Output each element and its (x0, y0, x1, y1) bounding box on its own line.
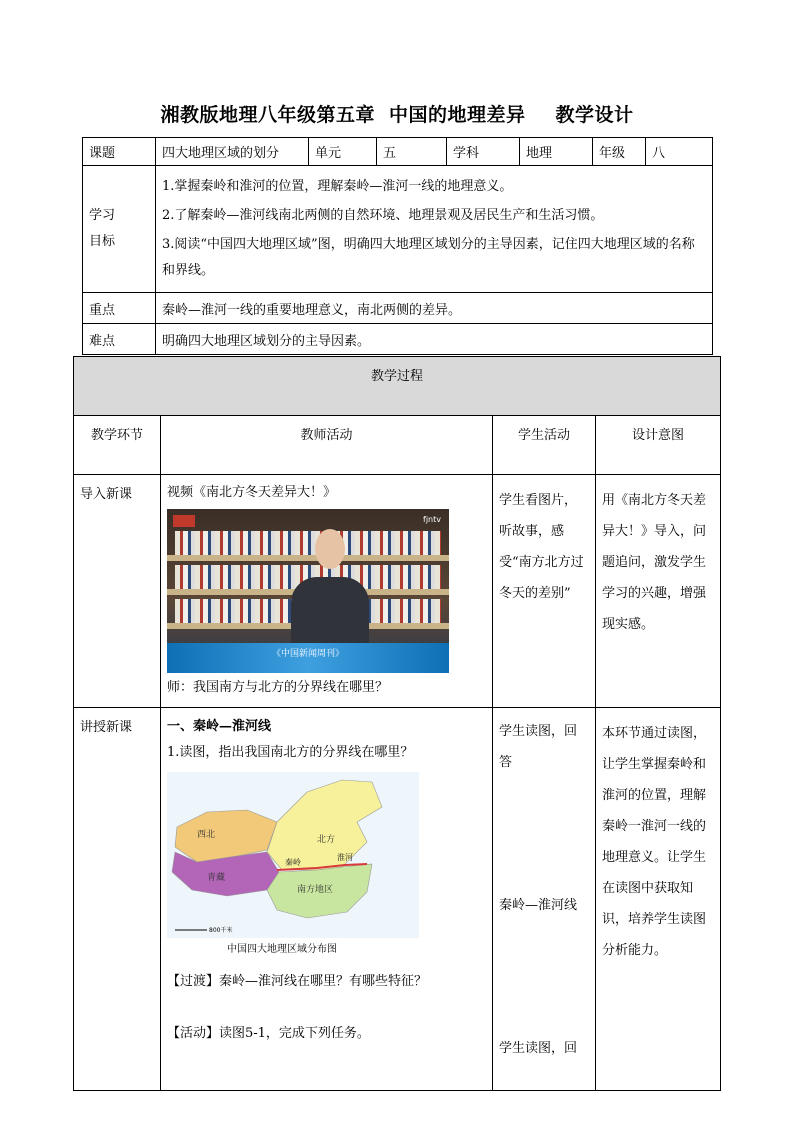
lecture-row (74, 708, 721, 1091)
video-title: 视频《南北方冬天差异大！》 (167, 485, 337, 500)
student-answer-1: 学生读图，回答 (499, 724, 578, 770)
lecture-activity: 【活动】读图5-1，完成下列任务。 (167, 1026, 370, 1041)
lesson-info-table (82, 137, 713, 355)
goal-item: 3.阅读“中国四大地理区域”图，明确四大地理区域划分的主导因素，记住四大地理区域的名称和界线。 (162, 237, 695, 278)
subject-label: 学科 (447, 138, 520, 166)
difficulty-row (83, 324, 713, 355)
title-part1: 湘教版地理八年级第五章 (160, 104, 375, 126)
lecture-stage: 讲授新课 (74, 708, 161, 1091)
key-point-label: 重点 (83, 293, 156, 324)
goal-item: 1.掌握秦岭和淮河的位置，理解秦岭—淮河一线的地理意义。 (162, 179, 513, 194)
info-row (83, 138, 713, 166)
difficulty-label: 难点 (83, 324, 156, 355)
label-qingzang: 青藏 (207, 873, 226, 883)
col-header-student: 学生活动 (493, 416, 596, 475)
presenter-head (315, 529, 345, 569)
video-banner-text: 《中国新闻周刊》 (271, 649, 344, 659)
subject-value: 地理 (520, 138, 593, 166)
intro-stage: 导入新课 (74, 475, 161, 708)
key-point-value: 秦岭—淮河一线的重要地理意义，南北两侧的差异。 (156, 293, 713, 324)
goals-row (83, 166, 713, 293)
intro-teacher (161, 475, 493, 708)
intro-row (74, 475, 721, 708)
china-regions-map (167, 772, 419, 938)
channel-logo-right: fjntv (423, 515, 441, 524)
key-point-row (83, 293, 713, 324)
label-qinling: 秦岭 (285, 858, 301, 867)
intro-intent: 用《南北方冬天差异大！》导入，问题追问，激发学生学习的兴趣，增强现实感。 (596, 475, 721, 708)
intro-question: 师：我国南方与北方的分界线在哪里？ (167, 680, 389, 695)
intro-student: 学生看图片，听故事，感受“南方北方过冬天的差别” (493, 475, 596, 708)
student-answer-2: 秦岭—淮河线 (499, 898, 578, 913)
video-thumbnail[interactable] (167, 509, 449, 673)
goals-label: 学习 目标 (83, 166, 156, 293)
label-northwest: 西北 (197, 830, 216, 840)
lecture-teacher (161, 708, 493, 1091)
label-huaihe: 淮河 (337, 853, 353, 862)
col-header-teacher: 教师活动 (161, 416, 493, 475)
map-svg (167, 772, 419, 938)
page-title (0, 100, 794, 127)
grade-value: 八 (646, 138, 713, 166)
title-part2: 中国的地理差异 (388, 104, 526, 126)
process-header: 教学过程 (74, 357, 721, 416)
label-scale: 800千米 (209, 927, 233, 934)
column-header-row (74, 416, 721, 475)
label-south: 南方地区 (297, 885, 334, 895)
map-caption: 中国四大地理区域分布图 (227, 944, 337, 955)
difficulty-value: 明确四大地理区域划分的主导因素。 (156, 324, 713, 355)
goal-item: 2.了解秦岭—淮河线南北两侧的自然环境、地理景观及居民生产和生活习惯。 (162, 208, 604, 223)
title-part3: 教学设计 (555, 104, 634, 126)
lecture-heading: 一、秦岭—淮河线 (167, 719, 272, 734)
lecture-intent: 本环节通过读图，让学生掌握秦岭和淮河的位置，理解秦岭一淮河一线的地理意义。让学生在读图中获取知识，培养学生读图分析能力。 (596, 708, 721, 1091)
student-answer-3: 学生读图，回 (499, 1041, 578, 1056)
goals-list (156, 166, 713, 293)
unit-label: 单元 (309, 138, 377, 166)
lecture-task1: 1.读图，指出我国南北方的分界线在哪里？ (167, 745, 414, 760)
channel-logo (173, 515, 195, 527)
label-north: 北方 (317, 835, 336, 845)
process-table (73, 356, 721, 1091)
col-header-stage: 教学环节 (74, 416, 161, 475)
grade-label: 年级 (593, 138, 646, 166)
lecture-student (493, 708, 596, 1091)
lecture-transition: 【过渡】秦岭—淮河线在哪里？有哪些特征？ (167, 974, 428, 989)
col-header-intent: 设计意图 (596, 416, 721, 475)
topic-label: 课题 (83, 138, 156, 166)
unit-value: 五 (377, 138, 447, 166)
topic-value: 四大地理区域的划分 (156, 138, 309, 166)
